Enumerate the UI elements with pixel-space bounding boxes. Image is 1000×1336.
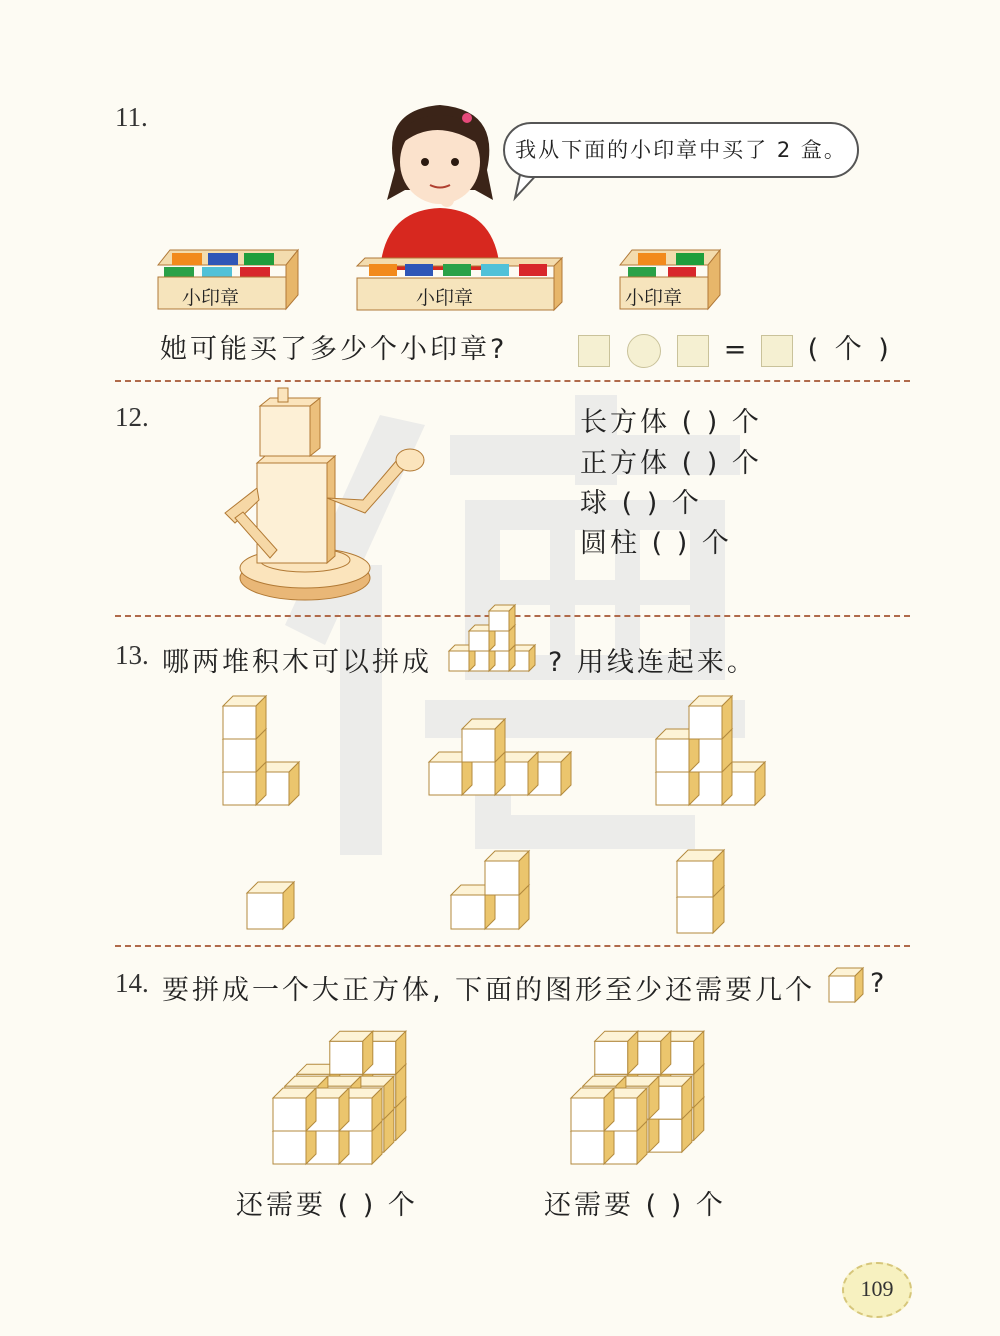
divider [115, 380, 910, 382]
block-pile-e[interactable] [450, 852, 540, 930]
question-14-text-b: ? [870, 968, 888, 999]
operator-circle[interactable] [627, 334, 661, 368]
unit-label: ( 个 ) [807, 334, 893, 365]
divider [115, 945, 910, 947]
answer-box[interactable] [578, 335, 610, 367]
answer-box[interactable] [761, 335, 793, 367]
q12-line-cube: 正方体 ( ) 个 [580, 448, 762, 479]
equation [578, 327, 893, 368]
q12-line-cylinder: 圆柱 ( ) 个 [580, 528, 732, 559]
question-13-text-a: 哪两堆积木可以拼成 [162, 647, 432, 678]
question-14-number: 14. [115, 968, 149, 998]
q14-answer-a: 还需要 ( ) 个 [236, 1190, 418, 1221]
stamp-box-label: 小印章 [182, 287, 240, 309]
question-14-text-a: 要拼成一个大正方体, 下面的图形至少还需要几个 [162, 975, 816, 1006]
speech-bubble: 我从下面的小印章中买了 2 盒。 [503, 122, 859, 178]
q12-line-sphere: 球 ( ) 个 [580, 488, 702, 519]
question-11-text: 她可能买了多少个小印章? [160, 334, 508, 365]
block-robot-illustration [215, 388, 435, 606]
stamp-box-label: 小印章 [625, 287, 683, 309]
question-12-number: 12. [115, 402, 149, 432]
block-pile-c[interactable] [655, 698, 775, 806]
page-number: 109 [842, 1262, 912, 1318]
equals-sign: = [723, 334, 747, 365]
block-pile-a[interactable] [222, 698, 312, 806]
large-cube-figure-a [272, 1030, 422, 1165]
question-13-text-b: ? 用线连起来。 [548, 647, 757, 678]
large-cube-figure-b [570, 1030, 720, 1165]
stamp-box-label: 小印章 [416, 287, 474, 309]
answer-box[interactable] [677, 335, 709, 367]
question-11-number: 11. [115, 102, 148, 132]
block-pile-d[interactable] [246, 882, 296, 930]
question-13-number: 13. [115, 640, 149, 670]
block-pile-b[interactable] [428, 718, 578, 796]
girl-illustration [375, 100, 505, 270]
q14-answer-b: 还需要 ( ) 个 [544, 1190, 726, 1221]
target-block-figure [448, 600, 543, 672]
block-pile-f[interactable] [676, 852, 726, 934]
unit-cube-icon [828, 967, 864, 1003]
q12-line-cuboid: 长方体 ( ) 个 [580, 407, 762, 438]
